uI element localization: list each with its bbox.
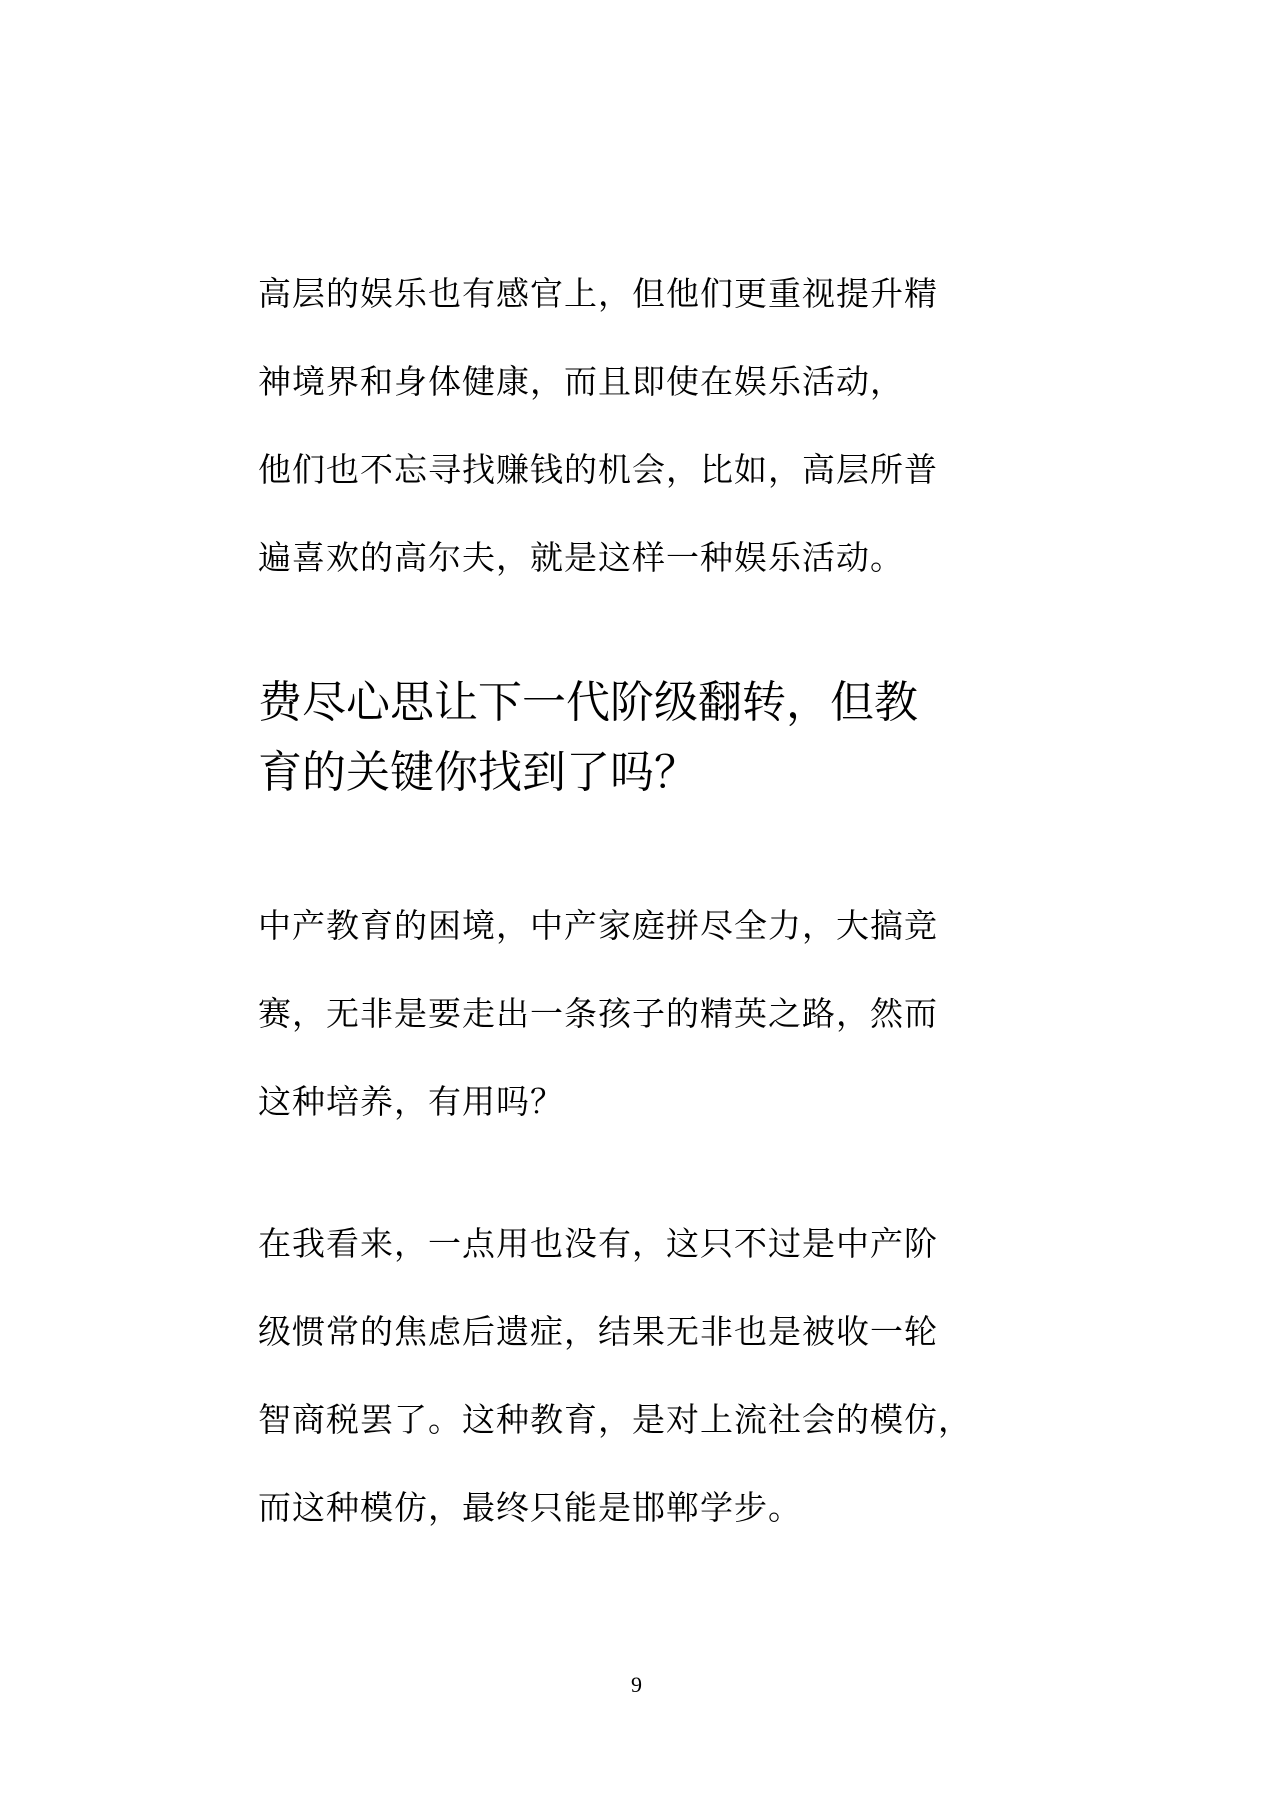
paragraph-line: 高层的娱乐也有感官上，但他们更重视提升精 xyxy=(258,274,938,313)
paragraph-line: 在我看来，一点用也没有，这只不过是中产阶 xyxy=(258,1224,938,1263)
paragraph-line: 而这种模仿，最终只能是邯郸学步。 xyxy=(258,1488,802,1527)
section-heading xyxy=(258,668,1018,808)
paragraph-line: 赛，无非是要走出一条孩子的精英之路，然而 xyxy=(258,994,938,1033)
paragraph-line: 级惯常的焦虑后遗症，结果无非也是被收一轮 xyxy=(258,1312,938,1351)
heading-line: 费尽心思让下一代阶级翻转，但教 xyxy=(258,677,918,728)
paragraph-line: 他们也不忘寻找赚钱的机会，比如，高层所普 xyxy=(258,450,938,489)
paragraph-line: 智商税罢了。这种教育，是对上流社会的模仿， xyxy=(258,1400,972,1439)
paragraph-middle-class-education xyxy=(258,882,1018,1146)
page-number: 9 xyxy=(631,1672,642,1697)
heading-line: 育的关键你找到了吗？ xyxy=(258,747,698,798)
paragraph-line: 神境界和身体健康，而且即使在娱乐活动， xyxy=(258,362,904,401)
paragraph-line: 这种培养，有用吗？ xyxy=(258,1082,564,1121)
paragraph-leisure xyxy=(258,250,1018,602)
paragraph-opinion xyxy=(258,1200,1018,1552)
paragraph-line: 遍喜欢的高尔夫，就是这样一种娱乐活动。 xyxy=(258,538,904,577)
paragraph-line: 中产教育的困境，中产家庭拼尽全力，大搞竞 xyxy=(258,906,938,945)
